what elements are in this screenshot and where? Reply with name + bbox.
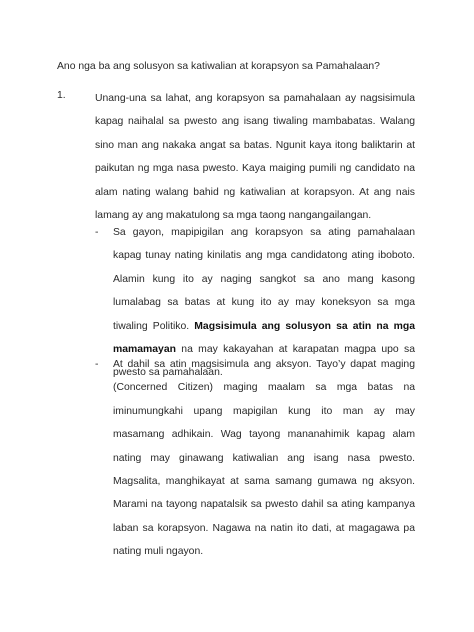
bullet-item-2 (95, 353, 415, 564)
item-number: 1. (57, 90, 66, 101)
question-heading: Ano nga ba ang solusyon sa katiwalian at korapsyon sa Pamahalaan? (57, 61, 380, 72)
bullet-text: At dahil sa atin magsisimula ang aksyon. Tayo’y dapat maging (Concerned Citizen) maging maalam sa mga batas na iminumungkahi upang mapigilan kung ito man ay may masamang adhikain. Wag tayong mananahimik kapag alam nating may ginawang katiwalian ang isang nasa pwesto. Magsalita, manghikayat at sama samang gumawa ng aksyon. Marami na tayong napatalsik sa pwesto dahil sa ating kampanya laban sa korapsyon. Nagawa na natin ito dati, at magagawa pa nating muli ngayon. (113, 359, 415, 558)
bullet-text-before: Sa gayon, mapipigilan ang korapsyon sa ating pamahalaan kapag tunay nating kinilatis ang mga candidatong ating iboboto. Alamin kung ito ay naging sangkot sa ano mang kasong lumalabag sa batas at kung ito ay may koneksyon sa mga tiwaling Politiko. (113, 227, 415, 332)
bullet-dash: - (95, 227, 99, 238)
bullet-text-bold: Magsisimula ang solusyon sa atin na mga mamamayan (113, 320, 415, 356)
item-paragraph: Unang-una sa lahat, ang korapsyon sa pamahalaan ay nagsisimula kapag naihalal sa pwesto ang isang tiwaling mambabatas. Walang sino man ang nakaka angat sa batas. Ngunit kaya itong baliktarin at paikutan ng mga nasa pwesto. Kaya maiging pumili ng candidato na alam nating walang bahid ng katiwalian at korapsyon. At ang nais lamang ay ang makatulong sa mga taong nangangailangan. (95, 93, 415, 222)
bullet-text-after: na may kakayahan at karapatan magpa upo sa pwesto sa pamahalaan. (113, 344, 415, 379)
bullet-dash: - (95, 359, 99, 370)
